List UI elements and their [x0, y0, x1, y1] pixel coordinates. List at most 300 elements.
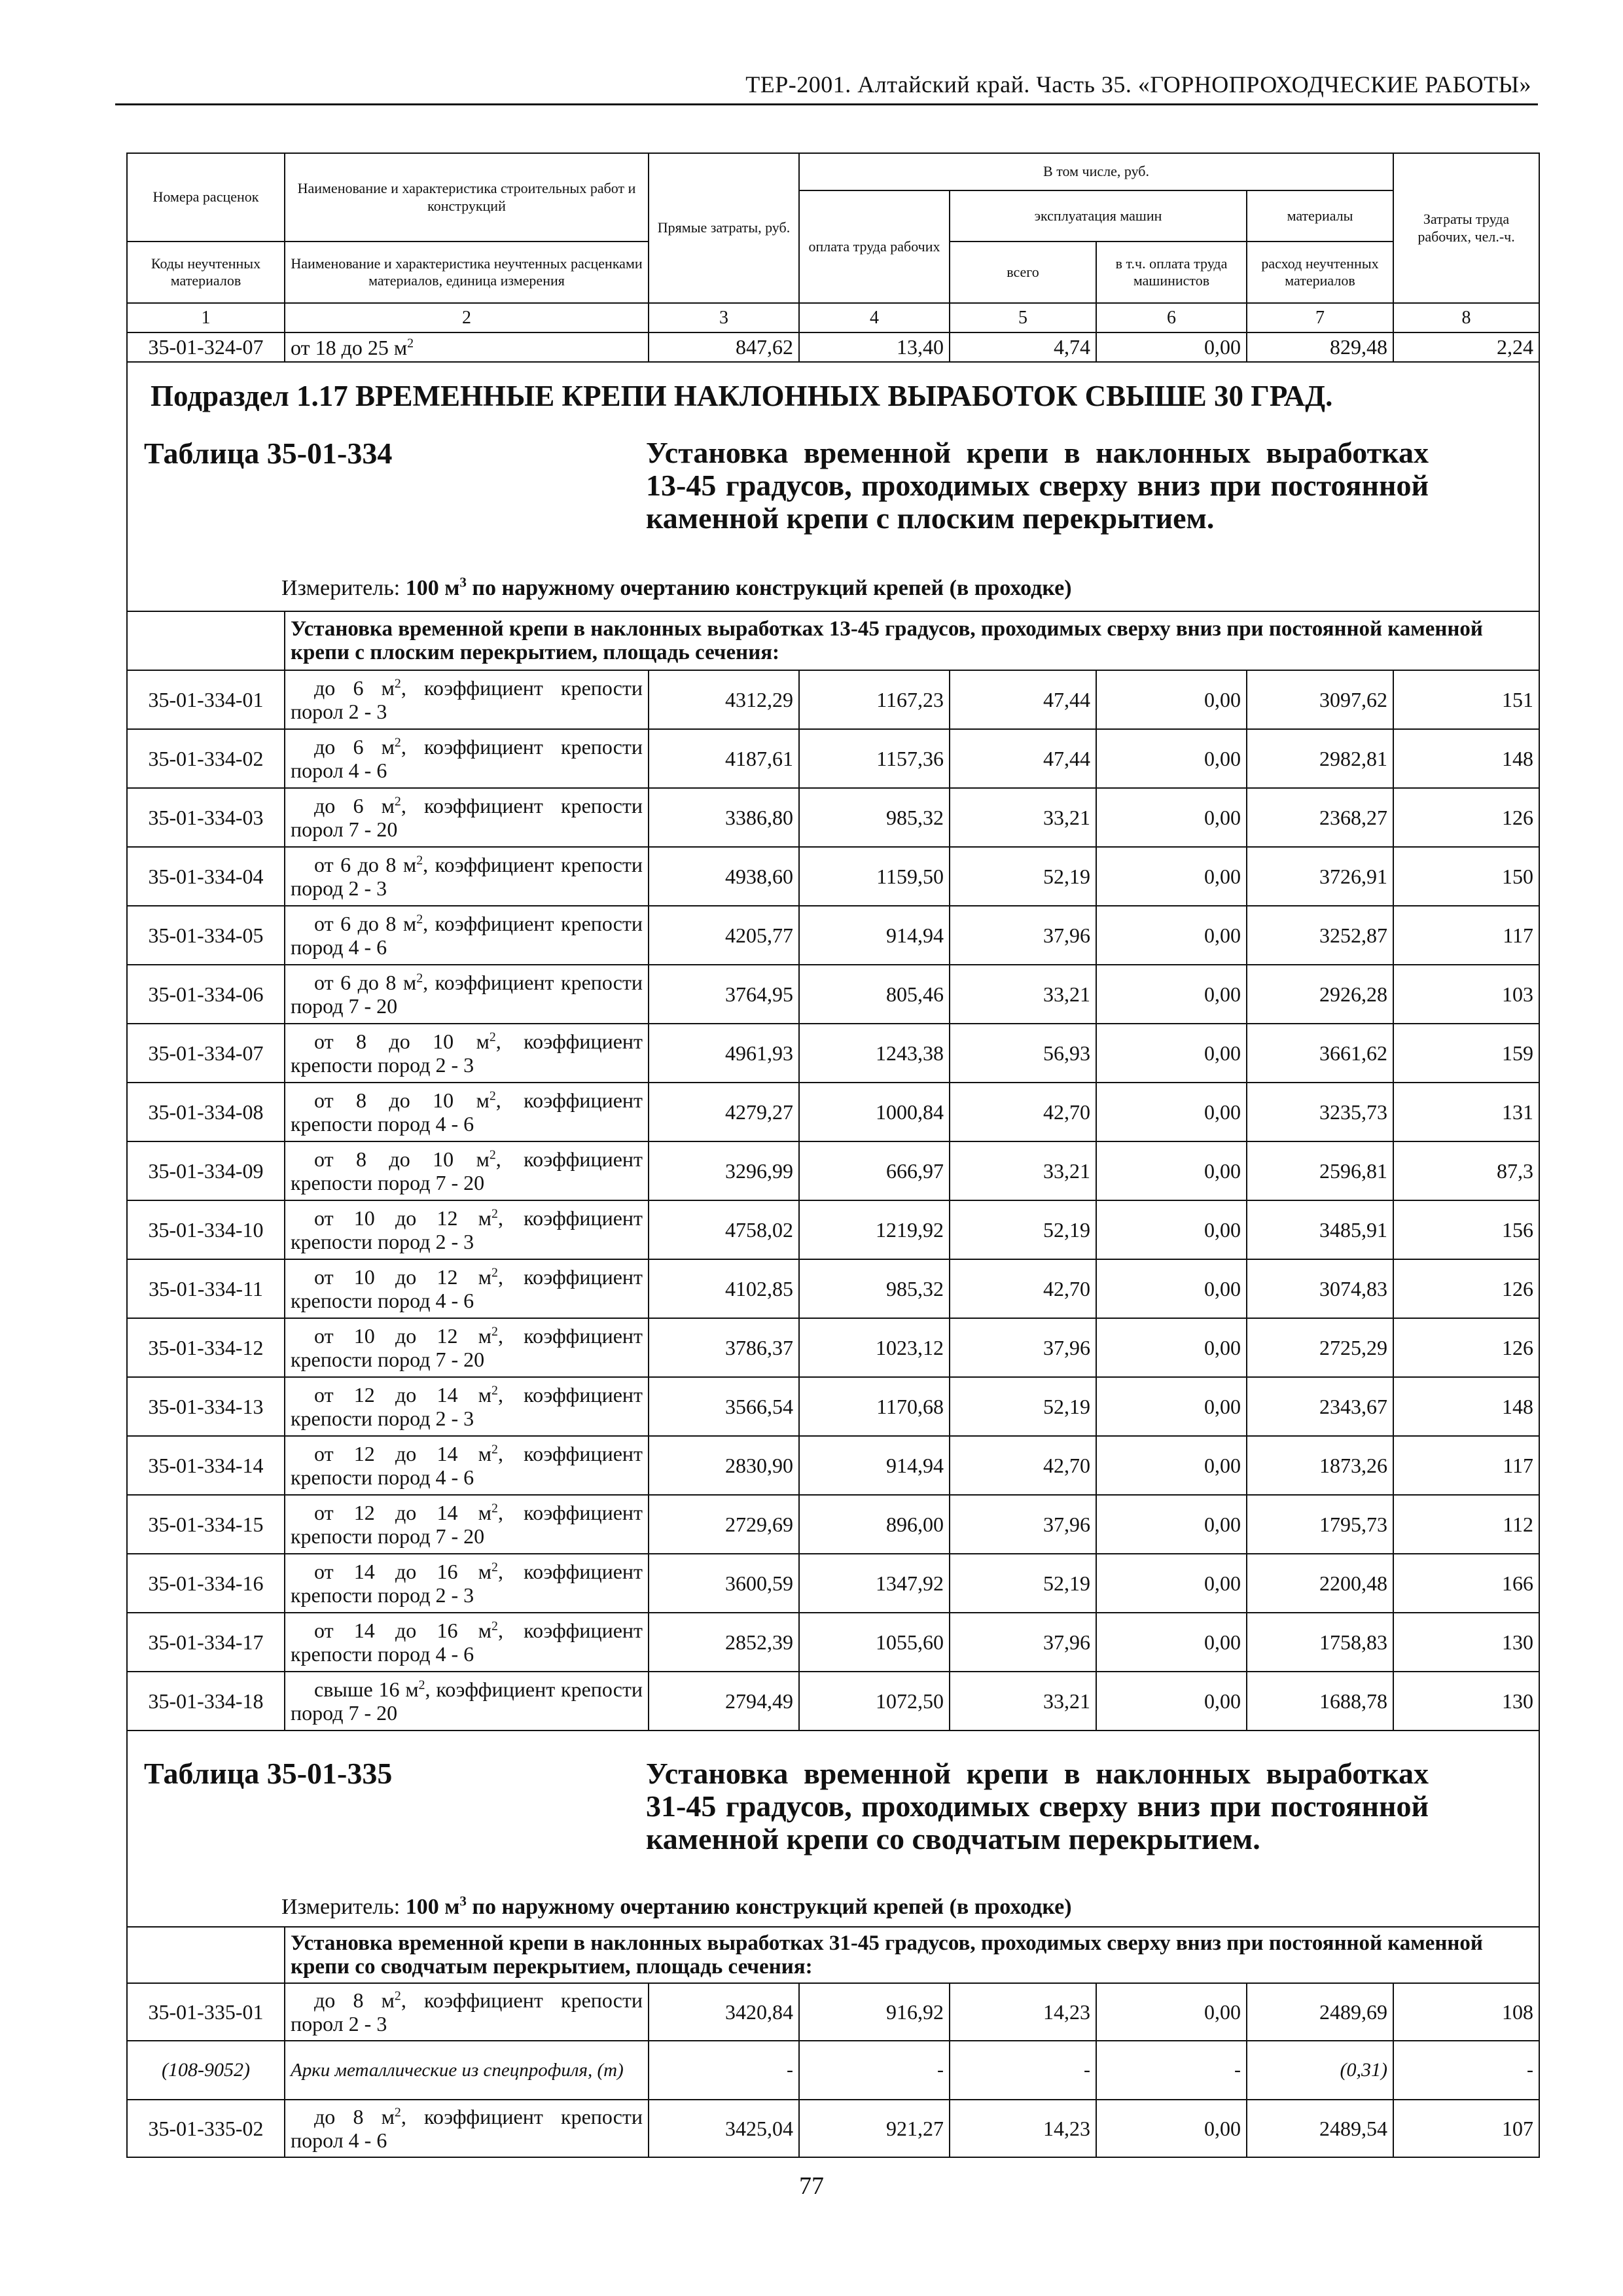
- labor-hours: 87,3: [1393, 1141, 1539, 1200]
- machine-labor-cost: 0,00: [1096, 332, 1247, 362]
- header-col3: Прямые затраты, руб.: [649, 153, 799, 303]
- table-row: [127, 1983, 1539, 2041]
- column-number: 1: [127, 303, 285, 332]
- header-col1-bottom: Коды неучтенных материалов: [127, 242, 285, 303]
- cube-superscript: 3: [459, 1893, 467, 1909]
- direct-cost: 4187,61: [649, 729, 799, 788]
- labor-hours: 117: [1393, 906, 1539, 965]
- rate-description-start: от 8 до 10 м: [314, 1088, 490, 1112]
- column-number: 2: [285, 303, 649, 332]
- square-superscript: 2: [394, 735, 401, 750]
- machine-labor-cost: 0,00: [1096, 1141, 1247, 1200]
- rate-code: 35-01-334-15: [127, 1495, 285, 1554]
- unit-prefix: Измеритель:: [281, 576, 401, 600]
- material-cost: 2926,28: [1247, 965, 1393, 1024]
- rate-code: 35-01-334-06: [127, 965, 285, 1024]
- rate-code: 35-01-334-05: [127, 906, 285, 965]
- table-row: [127, 729, 1539, 788]
- rate-code: 35-01-334-10: [127, 1200, 285, 1259]
- direct-cost: 4312,29: [649, 670, 799, 729]
- rate-code: 35-01-334-07: [127, 1024, 285, 1083]
- material-cost: 2200,48: [1247, 1554, 1393, 1613]
- rate-description-end: , коэффициент крепости пород 2 - 3: [291, 853, 643, 900]
- labor-cost: 1347,92: [799, 1554, 950, 1613]
- direct-cost: 2830,90: [649, 1436, 799, 1495]
- direct-cost: 3566,54: [649, 1377, 799, 1436]
- square-superscript: 2: [416, 912, 423, 927]
- direct-cost: 3386,80: [649, 788, 799, 847]
- machine-labor-cost: 0,00: [1096, 1377, 1247, 1436]
- material-row: [127, 2041, 1539, 2100]
- machine-labor-cost: 0,00: [1096, 1318, 1247, 1377]
- direct-cost: 4961,93: [649, 1024, 799, 1083]
- table-row: [127, 1554, 1539, 1613]
- rate-description-end: , коэффициент крепости порол 2 - 3: [291, 676, 643, 723]
- column-number: 4: [799, 303, 950, 332]
- table-row: [127, 332, 1539, 362]
- material-cost: 3661,62: [1247, 1024, 1393, 1083]
- table2-id: Таблица 35-01-335: [144, 1757, 393, 1790]
- material-cost: 3097,62: [1247, 670, 1393, 729]
- table-row: [127, 1495, 1539, 1554]
- table-row: [127, 847, 1539, 906]
- machine-cost: 37,96: [950, 1613, 1096, 1672]
- machine-cost: 52,19: [950, 847, 1096, 906]
- labor-hours: 159: [1393, 1024, 1539, 1083]
- rate-code: 35-01-334-14: [127, 1436, 285, 1495]
- machine-labor-cost: 0,00: [1096, 670, 1247, 729]
- square-superscript: 2: [394, 794, 401, 809]
- rate-description: [285, 1613, 649, 1672]
- table-row: [127, 1318, 1539, 1377]
- table-row: [127, 1613, 1539, 1672]
- labor-hours: 148: [1393, 1377, 1539, 1436]
- table-row: [127, 670, 1539, 729]
- table1-title-cell: [127, 362, 1539, 611]
- rate-code: 35-01-324-07: [127, 332, 285, 362]
- machine-labor-cost: 0,00: [1096, 2100, 1247, 2157]
- material-cost: 829,48: [1247, 332, 1393, 362]
- material-cost: 3485,91: [1247, 1200, 1393, 1259]
- machine-labor-cost: 0,00: [1096, 1613, 1247, 1672]
- rate-description-start: от 6 до 8 м: [314, 912, 417, 935]
- labor-cost: 1159,50: [799, 847, 950, 906]
- header-group-materials: материалы: [1247, 190, 1393, 242]
- header-col2-bottom: Наименование и характеристика неучтенных расценками материалов, единица измерения: [285, 242, 649, 303]
- square-superscript: 2: [491, 1560, 498, 1575]
- square-superscript: 2: [418, 1677, 425, 1693]
- rate-code: 35-01-334-02: [127, 729, 285, 788]
- rate-code: 35-01-335-01: [127, 1983, 285, 2041]
- direct-cost: 4102,85: [649, 1259, 799, 1318]
- labor-hours: 107: [1393, 2100, 1539, 2157]
- rate-code: 35-01-334-13: [127, 1377, 285, 1436]
- header-col5: всего: [950, 242, 1096, 303]
- running-header: ТЕР-2001. Алтайский край. Часть 35. «ГОРНОПРОХОДЧЕСКИЕ РАБОТЫ»: [745, 71, 1531, 98]
- header-col6: в т.ч. оплата труда машинистов: [1096, 242, 1247, 303]
- table-row: [127, 2100, 1539, 2157]
- rate-code: 35-01-334-16: [127, 1554, 285, 1613]
- rates-table: [126, 152, 1540, 2158]
- labor-hours: 126: [1393, 788, 1539, 847]
- table-row: [127, 1024, 1539, 1083]
- unit-prefix: Измеритель:: [281, 1895, 401, 1919]
- direct-cost: 847,62: [649, 332, 799, 362]
- rate-description-end: , коэффициент крепости пород 7 - 20: [291, 1324, 643, 1371]
- table1-title: Установка временной крепи в наклонных выработках 13-45 градусов, проходимых сверху вниз при постоянной каменной крепи с плоским перекрытием.: [646, 436, 1429, 535]
- machine-cost: 37,96: [950, 906, 1096, 965]
- table-row: [127, 1200, 1539, 1259]
- rate-description: [285, 847, 649, 906]
- material-cost: 2368,27: [1247, 788, 1393, 847]
- rate-description-end: , коэффициент крепости пород 4 - 6: [291, 912, 643, 959]
- rate-code: 35-01-334-12: [127, 1318, 285, 1377]
- direct-cost: 4205,77: [649, 906, 799, 965]
- labor-cost: 914,94: [799, 1436, 950, 1495]
- table1-title-row: [127, 362, 1539, 611]
- labor-hours: 126: [1393, 1318, 1539, 1377]
- rate-description-start: до 8 м: [314, 1988, 395, 2012]
- table2-title: Установка временной крепи в наклонных выработках 31-45 градусов, проходимых сверху вниз при постоянной каменной крепи со сводчатым перекрытием.: [646, 1757, 1429, 1856]
- labor-cost: 805,46: [799, 965, 950, 1024]
- square-superscript: 2: [489, 1088, 496, 1103]
- section-title: Подраздел 1.17 ВРЕМЕННЫЕ КРЕПИ НАКЛОННЫХ ВЫРАБОТОК СВЫШЕ 30 ГРАД.: [151, 380, 1333, 412]
- rate-description: [285, 1083, 649, 1141]
- rate-code: 35-01-334-11: [127, 1259, 285, 1318]
- square-superscript: 2: [491, 1383, 498, 1398]
- labor-cost: 985,32: [799, 1259, 950, 1318]
- table2-subtitle-row: [127, 1927, 1539, 1983]
- direct-cost: 3420,84: [649, 1983, 799, 2041]
- labor-hours: 103: [1393, 965, 1539, 1024]
- machine-labor-cost: 0,00: [1096, 1436, 1247, 1495]
- header-col8: Затраты труда рабочих, чел.-ч.: [1393, 153, 1539, 303]
- unit-value: 100 м: [405, 1895, 460, 1919]
- square-superscript: 2: [491, 1324, 498, 1339]
- rate-description-end: , коэффициент крепости пород 7 - 20: [291, 971, 643, 1018]
- labor-cost: 896,00: [799, 1495, 950, 1554]
- direct-cost: 3296,99: [649, 1141, 799, 1200]
- labor-hours: 108: [1393, 1983, 1539, 2041]
- rate-description-start: от 6 до 8 м: [314, 971, 417, 994]
- table2-title-block: [128, 1731, 1539, 1926]
- table1-title-block: [128, 363, 1539, 611]
- labor-hours: 131: [1393, 1083, 1539, 1141]
- machine-cost: 56,93: [950, 1024, 1096, 1083]
- rate-description-start: до 6 м: [314, 735, 395, 759]
- column-numbers-row: [127, 303, 1539, 332]
- direct-cost: 3425,04: [649, 2100, 799, 2157]
- column-number: 3: [649, 303, 799, 332]
- machine-labor-cost: 0,00: [1096, 729, 1247, 788]
- machine-labor-cost: 0,00: [1096, 1554, 1247, 1613]
- direct-cost: 4758,02: [649, 1200, 799, 1259]
- square-superscript: 2: [489, 1147, 496, 1162]
- rate-description-end: , коэффициент крепости пород 4 - 6: [291, 1442, 643, 1489]
- table1-subtitle-row: [127, 611, 1539, 670]
- rate-description: [285, 332, 649, 362]
- square-superscript: 2: [394, 676, 401, 691]
- header-row-1: [127, 153, 1539, 190]
- column-number: 5: [950, 303, 1096, 332]
- header-col7: расход неучтенных материалов: [1247, 242, 1393, 303]
- machine-cost: 42,70: [950, 1436, 1096, 1495]
- machine-labor-cost: 0,00: [1096, 1495, 1247, 1554]
- square-superscript: 2: [489, 1030, 496, 1045]
- direct-cost: 2852,39: [649, 1613, 799, 1672]
- labor-hours: 156: [1393, 1200, 1539, 1259]
- rate-description-start: от 12 до 14 м: [314, 1501, 492, 1524]
- table-row: [127, 1141, 1539, 1200]
- square-superscript: 2: [491, 1619, 498, 1634]
- machine-labor-cost: 0,00: [1096, 965, 1247, 1024]
- rate-description-end: , коэффициент крепости пород 4 - 6: [291, 1619, 643, 1666]
- table-row: [127, 965, 1539, 1024]
- machine-labor-cost: 0,00: [1096, 1200, 1247, 1259]
- machine-labor-cost: 0,00: [1096, 847, 1247, 906]
- material-code: (108-9052): [127, 2041, 285, 2100]
- header-col2-top: Наименование и характеристика строительных работ и конструкций: [285, 153, 649, 242]
- machine-labor-cost-empty: -: [1096, 2041, 1247, 2100]
- machine-cost: 37,96: [950, 1495, 1096, 1554]
- labor-hours: 112: [1393, 1495, 1539, 1554]
- table2-title-row: [127, 1731, 1539, 1927]
- square-superscript: 2: [491, 1442, 498, 1457]
- material-cost: 1873,26: [1247, 1436, 1393, 1495]
- labor-cost: 1170,68: [799, 1377, 950, 1436]
- table-row: [127, 1377, 1539, 1436]
- material-cost: 3726,91: [1247, 847, 1393, 906]
- machine-cost: 33,21: [950, 1672, 1096, 1731]
- rate-description-start: до 6 м: [314, 794, 395, 817]
- machine-labor-cost: 0,00: [1096, 788, 1247, 847]
- labor-cost: 985,32: [799, 788, 950, 847]
- rate-description-end: , коэффициент крепости порол 4 - 6: [291, 2105, 643, 2152]
- labor-cost: 1157,36: [799, 729, 950, 788]
- square-superscript: 2: [394, 2105, 401, 2120]
- machine-cost: 42,70: [950, 1083, 1096, 1141]
- labor-cost: 1000,84: [799, 1083, 950, 1141]
- empty-cell: [127, 1927, 285, 1983]
- table1-id: Таблица 35-01-334: [144, 437, 393, 470]
- table1-body: [127, 670, 1539, 1731]
- table2-subtitle: Установка временной крепи в наклонных выработках 31-45 градусов, проходимых сверху вниз при постоянной каменной крепи со сводчатым перекрытием, площадь сечения:: [285, 1927, 1539, 1983]
- labor-hours: 130: [1393, 1613, 1539, 1672]
- direct-cost-empty: -: [649, 2041, 799, 2100]
- direct-cost: 4938,60: [649, 847, 799, 906]
- table2-title-cell: [127, 1731, 1539, 1927]
- square-superscript: 2: [491, 1265, 498, 1280]
- labor-cost: 666,97: [799, 1141, 950, 1200]
- rate-description-start: от 12 до 14 м: [314, 1442, 492, 1465]
- machine-cost: 4,74: [950, 332, 1096, 362]
- rate-description: [285, 788, 649, 847]
- machine-cost: 52,19: [950, 1377, 1096, 1436]
- labor-cost: 914,94: [799, 906, 950, 965]
- rate-code: 35-01-334-04: [127, 847, 285, 906]
- machine-cost: 14,23: [950, 2100, 1096, 2157]
- material-cost: 2596,81: [1247, 1141, 1393, 1200]
- material-cost: 2343,67: [1247, 1377, 1393, 1436]
- labor-hours: 130: [1393, 1672, 1539, 1731]
- column-number: 8: [1393, 303, 1539, 332]
- rate-description: [285, 1983, 649, 2041]
- empty-cell: [127, 611, 285, 670]
- rate-description: [285, 1259, 649, 1318]
- rate-description-text: от 18 до 25 м: [291, 335, 408, 359]
- material-cost: 1758,83: [1247, 1613, 1393, 1672]
- square-superscript: 2: [416, 853, 423, 868]
- labor-cost: 13,40: [799, 332, 950, 362]
- machine-cost: 42,70: [950, 1259, 1096, 1318]
- rate-description-start: от 6 до 8 м: [314, 853, 417, 876]
- machine-cost: 52,19: [950, 1200, 1096, 1259]
- rate-description-end: , коэффициент крепости пород 2 - 3: [291, 1560, 643, 1607]
- labor-hours: 148: [1393, 729, 1539, 788]
- rate-description-start: от 10 до 12 м: [314, 1206, 492, 1230]
- direct-cost: 3600,59: [649, 1554, 799, 1613]
- rate-description: [285, 1377, 649, 1436]
- direct-cost: 2794,49: [649, 1672, 799, 1731]
- rate-description-start: от 14 до 16 м: [314, 1560, 492, 1583]
- machine-cost: 14,23: [950, 1983, 1096, 2041]
- rate-description: [285, 1200, 649, 1259]
- labor-cost: 1219,92: [799, 1200, 950, 1259]
- rate-description: [285, 729, 649, 788]
- header-rule: [115, 103, 1538, 105]
- table-row: [127, 788, 1539, 847]
- table-row: [127, 906, 1539, 965]
- labor-hours: 150: [1393, 847, 1539, 906]
- material-cost: 3235,73: [1247, 1083, 1393, 1141]
- machine-cost: 33,21: [950, 1141, 1096, 1200]
- rate-description-end: , коэффициент крепости пород 2 - 3: [291, 1383, 643, 1430]
- labor-cost: 1243,38: [799, 1024, 950, 1083]
- labor-hours: 126: [1393, 1259, 1539, 1318]
- rate-description: [285, 1024, 649, 1083]
- machine-cost: 47,44: [950, 670, 1096, 729]
- unit-value: 100 м: [405, 576, 460, 600]
- labor-hours: 117: [1393, 1436, 1539, 1495]
- labor-hours: 151: [1393, 670, 1539, 729]
- rate-description-end: , коэффициент крепости порол 2 - 3: [291, 1988, 643, 2036]
- material-cost: 2489,69: [1247, 1983, 1393, 2041]
- rate-description-end: , коэффициент крепости порол 4 - 6: [291, 735, 643, 782]
- rate-description-start: от 12 до 14 м: [314, 1383, 492, 1407]
- rate-description-start: от 10 до 12 м: [314, 1265, 492, 1289]
- direct-cost: 3764,95: [649, 965, 799, 1024]
- unit-rest: по наружному очертанию конструкций крепей (в проходке): [466, 1895, 1072, 1919]
- square-superscript: 2: [416, 971, 423, 986]
- direct-cost: 4279,27: [649, 1083, 799, 1141]
- rate-description-start: до 6 м: [314, 676, 395, 700]
- material-consumption: (0,31): [1247, 2041, 1393, 2100]
- rate-code: 35-01-334-01: [127, 670, 285, 729]
- table-row: [127, 1672, 1539, 1731]
- labor-cost: 1055,60: [799, 1613, 950, 1672]
- unit-rest: по наружному очертанию конструкций крепей (в проходке): [466, 576, 1072, 600]
- rate-description-start: от 8 до 10 м: [314, 1030, 490, 1053]
- direct-cost: 3786,37: [649, 1318, 799, 1377]
- header-col1-top: Номера расценок: [127, 153, 285, 242]
- rate-description-start: от 14 до 16 м: [314, 1619, 492, 1642]
- column-number: 7: [1247, 303, 1393, 332]
- machine-cost: 33,21: [950, 788, 1096, 847]
- machine-cost: 33,21: [950, 965, 1096, 1024]
- rate-description: [285, 2100, 649, 2157]
- labor-cost: 1167,23: [799, 670, 950, 729]
- rate-description-start: от 8 до 10 м: [314, 1147, 490, 1171]
- rate-description: [285, 906, 649, 965]
- rate-description-start: от 10 до 12 м: [314, 1324, 492, 1348]
- machine-cost: 47,44: [950, 729, 1096, 788]
- table-row: [127, 1083, 1539, 1141]
- table1-unit-line: [281, 576, 1072, 601]
- rate-code: 35-01-334-08: [127, 1083, 285, 1141]
- labor-hours: 2,24: [1393, 332, 1539, 362]
- labor-cost-empty: -: [799, 2041, 950, 2100]
- rate-description: [285, 1554, 649, 1613]
- rate-description-end: , коэффициент крепости пород 2 - 3: [291, 1030, 643, 1077]
- rate-code: 35-01-334-03: [127, 788, 285, 847]
- header-group-machines: эксплуатация машин: [950, 190, 1247, 242]
- table2-unit-line: [281, 1895, 1072, 1920]
- rate-code: 35-01-335-02: [127, 2100, 285, 2157]
- material-cost: 1688,78: [1247, 1672, 1393, 1731]
- table2-body: [127, 1983, 1539, 2157]
- rate-description-end: , коэффициент крепости порол 7 - 20: [291, 794, 643, 841]
- machine-cost: 52,19: [950, 1554, 1096, 1613]
- material-cost: 1795,73: [1247, 1495, 1393, 1554]
- material-cost: 2489,54: [1247, 2100, 1393, 2157]
- rate-description-start: свыше 16 м: [314, 1677, 419, 1701]
- header-col4: оплата труда рабочих: [799, 190, 950, 303]
- square-superscript: 2: [491, 1501, 498, 1516]
- machine-labor-cost: 0,00: [1096, 1024, 1247, 1083]
- rate-description: [285, 1141, 649, 1200]
- rate-description-end: , коэффициент крепости пород 4 - 6: [291, 1265, 643, 1312]
- rate-description-end: , коэффициент крепости пород 7 - 20: [291, 1501, 643, 1548]
- rate-description: [285, 1495, 649, 1554]
- rate-description-end: , коэффициент крепости пород 4 - 6: [291, 1088, 643, 1136]
- material-description: Арки металлические из спецпрофиля, (т): [285, 2041, 649, 2100]
- labor-cost: 916,92: [799, 1983, 950, 2041]
- table-row: [127, 1259, 1539, 1318]
- page-number: 77: [799, 2172, 824, 2200]
- rate-description: [285, 1436, 649, 1495]
- rate-description: [285, 670, 649, 729]
- machine-labor-cost: 0,00: [1096, 1083, 1247, 1141]
- square-superscript: 2: [491, 1206, 498, 1221]
- square-superscript: 2: [407, 335, 414, 350]
- labor-cost: 921,27: [799, 2100, 950, 2157]
- direct-cost: 2729,69: [649, 1495, 799, 1554]
- machine-labor-cost: 0,00: [1096, 906, 1247, 965]
- labor-hours-empty: -: [1393, 2041, 1539, 2100]
- labor-cost: 1023,12: [799, 1318, 950, 1377]
- rate-description-end: , коэффициент крепости пород 2 - 3: [291, 1206, 643, 1253]
- material-cost: 2982,81: [1247, 729, 1393, 788]
- rate-code: 35-01-334-17: [127, 1613, 285, 1672]
- rate-code: 35-01-334-09: [127, 1141, 285, 1200]
- labor-cost: 1072,50: [799, 1672, 950, 1731]
- header-group-incl: В том числе, руб.: [799, 153, 1393, 190]
- table-row: [127, 1436, 1539, 1495]
- square-superscript: 2: [394, 1988, 401, 2003]
- rate-code: 35-01-334-18: [127, 1672, 285, 1731]
- rate-description-end: , коэффициент крепости пород 7 - 20: [291, 1147, 643, 1194]
- material-cost: 2725,29: [1247, 1318, 1393, 1377]
